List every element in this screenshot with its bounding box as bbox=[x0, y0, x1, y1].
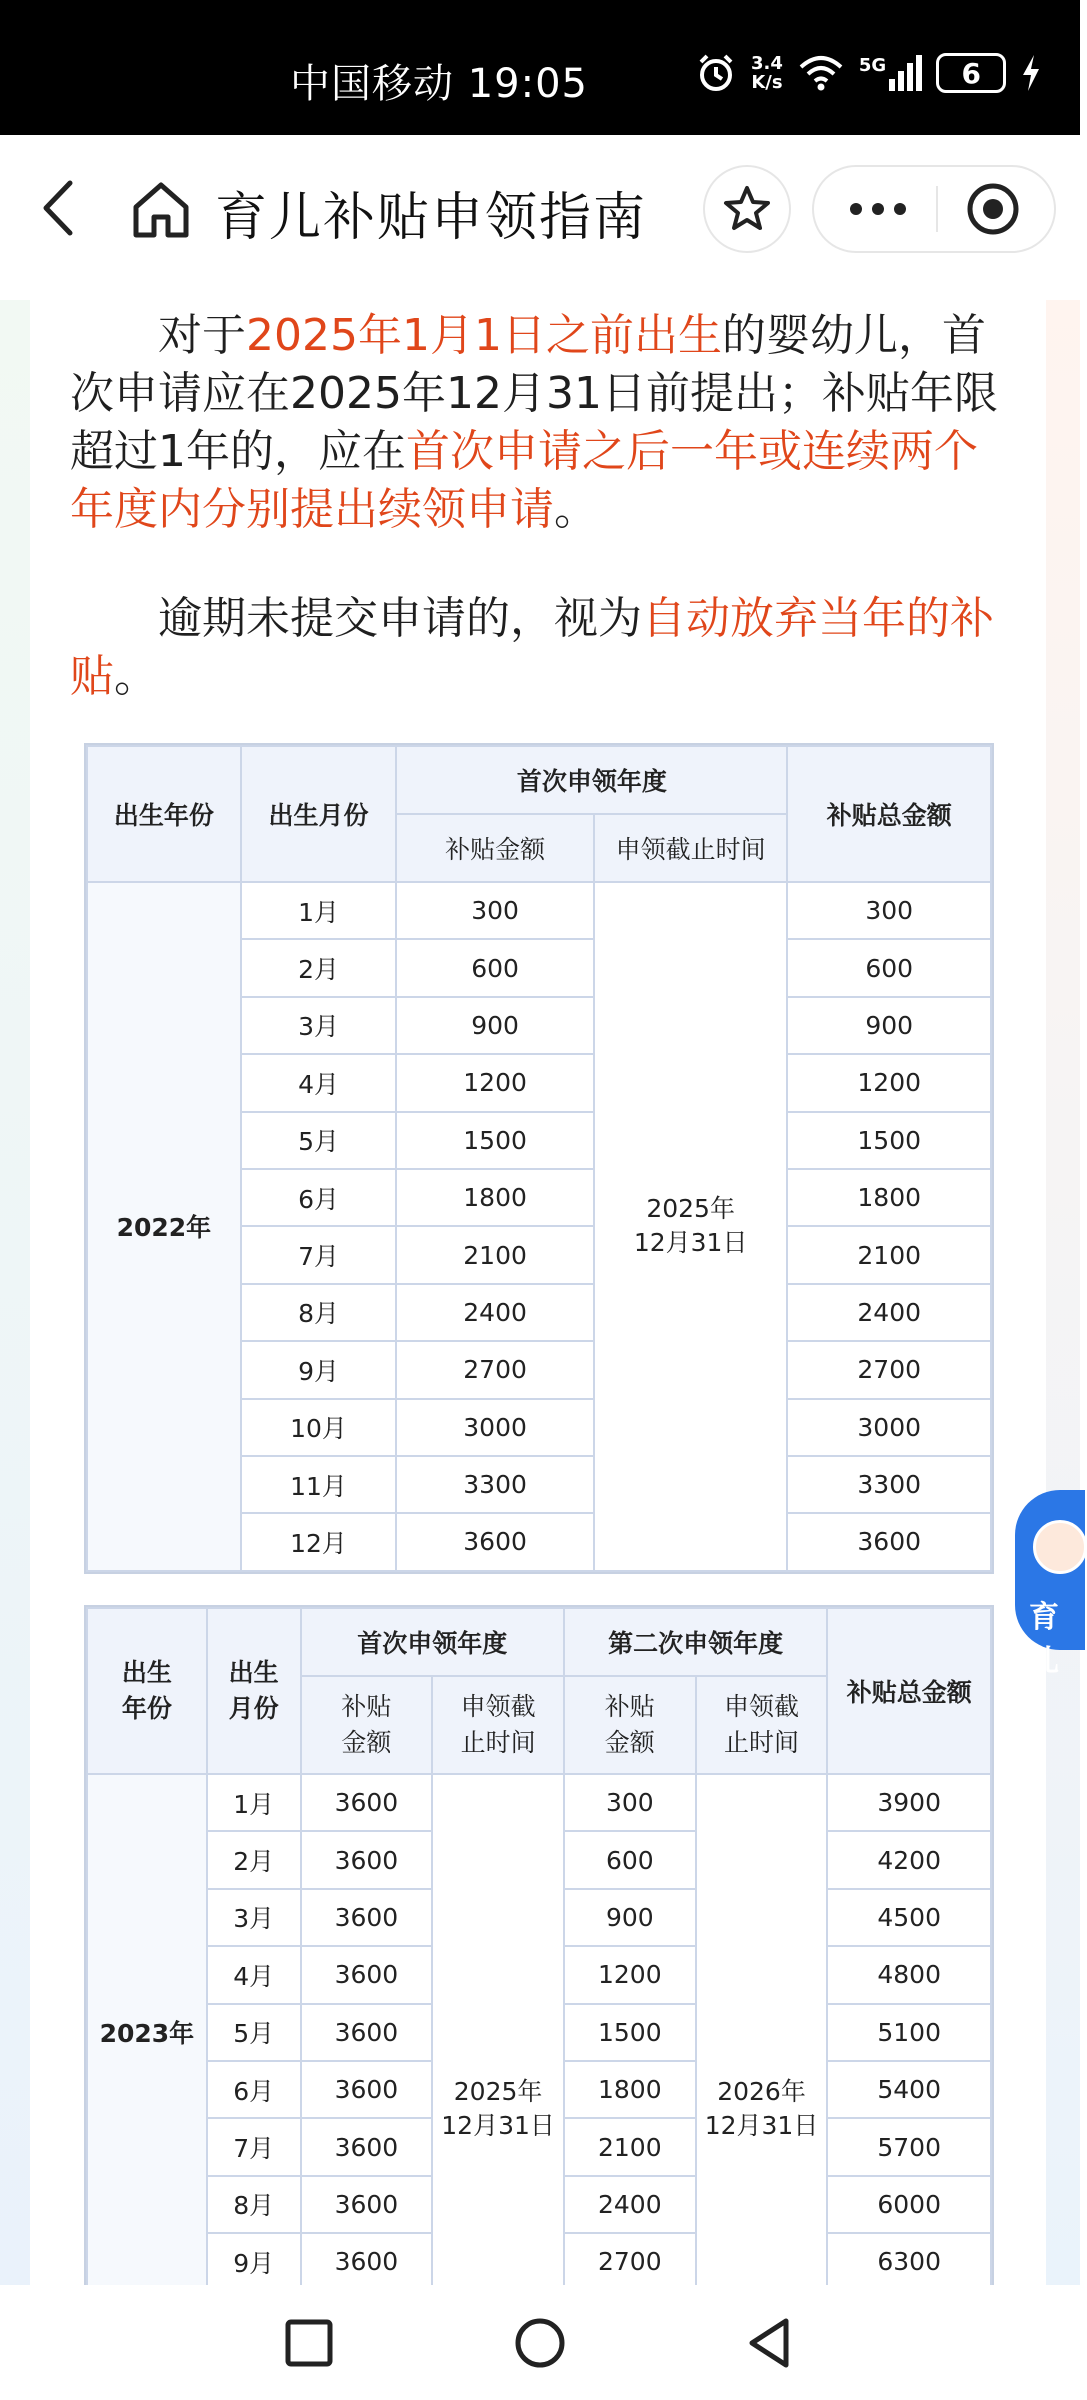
header-total: 补贴总金额 bbox=[787, 746, 991, 882]
system-nav-bar bbox=[0, 2285, 1080, 2400]
favorite-button[interactable] bbox=[703, 165, 791, 253]
header-first-year: 首次申领年度 bbox=[396, 746, 787, 814]
cell-total: 1500 bbox=[787, 1112, 991, 1169]
cell-second-amount: 2100 bbox=[564, 2118, 696, 2175]
cell-amount: 1500 bbox=[396, 1112, 594, 1169]
cell-total: 5100 bbox=[827, 2004, 991, 2061]
mini-app-header bbox=[0, 135, 1080, 285]
status-bar bbox=[0, 0, 1080, 135]
cell-total: 2400 bbox=[787, 1284, 991, 1341]
header-amount: 补贴金额 bbox=[396, 814, 594, 882]
para1-seg: 的婴幼儿，首次申请应在2025年12月31日前提出；补贴年限超过1年的，应在 bbox=[70, 310, 998, 477]
cell-amount: 3600 bbox=[396, 1513, 594, 1570]
wifi-icon bbox=[797, 53, 845, 93]
cell-total: 6000 bbox=[827, 2176, 991, 2233]
header-birth-month bbox=[207, 1608, 301, 1774]
cell-amount: 1200 bbox=[396, 1054, 594, 1111]
header-deadline-l2: 止时间 bbox=[460, 1728, 536, 1757]
cell-total: 1800 bbox=[787, 1169, 991, 1226]
header-birth-month: 出生月份 bbox=[241, 746, 397, 882]
cell-total: 1200 bbox=[787, 1054, 991, 1111]
more-dots-icon[interactable] bbox=[848, 202, 908, 216]
header-birth-year: 出生年份 bbox=[87, 746, 241, 882]
cell-first-amount: 3600 bbox=[301, 1889, 433, 1946]
cell-first-amount: 3600 bbox=[301, 1831, 433, 1888]
battery-level: 6 bbox=[961, 56, 981, 90]
cell-month: 7月 bbox=[241, 1226, 397, 1283]
header-birth-month-l2: 月份 bbox=[228, 1694, 279, 1723]
header-amount-l1: 补贴 bbox=[604, 1692, 655, 1721]
carrier-time: 中国移动 19:05 bbox=[290, 61, 588, 107]
cell-first-amount: 3600 bbox=[301, 2176, 433, 2233]
header-birth-year-l2: 年份 bbox=[121, 1694, 172, 1723]
cell-amount: 1800 bbox=[396, 1169, 594, 1226]
header-amount-l2: 金额 bbox=[604, 1728, 655, 1757]
cell-first-amount: 3600 bbox=[301, 2061, 433, 2118]
cell-total: 6300 bbox=[827, 2233, 991, 2290]
square-icon[interactable] bbox=[279, 2313, 339, 2373]
cell-total: 3600 bbox=[787, 1513, 991, 1570]
table-row bbox=[87, 882, 991, 939]
deadline-line2: 12月31日 bbox=[704, 2111, 819, 2140]
table1-body bbox=[87, 882, 991, 1571]
header-amount-l2: 金额 bbox=[341, 1728, 392, 1757]
cell-second-deadline bbox=[696, 1774, 828, 2291]
cell-month: 3月 bbox=[207, 1889, 301, 1946]
battery-indicator bbox=[936, 53, 1006, 93]
cell-deadline bbox=[594, 882, 788, 1571]
header-deadline-l1: 申领截 bbox=[724, 1692, 800, 1721]
cell-second-amount: 1500 bbox=[564, 2004, 696, 2061]
cell-total: 300 bbox=[787, 882, 991, 939]
mascot-face-icon bbox=[1033, 1520, 1087, 1574]
cell-amount: 300 bbox=[396, 882, 594, 939]
header-deadline: 申领截止时间 bbox=[594, 814, 788, 882]
header-first-year: 首次申领年度 bbox=[301, 1608, 564, 1676]
header-deadline-l2: 止时间 bbox=[724, 1728, 800, 1757]
cell-month: 5月 bbox=[207, 2004, 301, 2061]
cell-total: 2100 bbox=[787, 1226, 991, 1283]
signal-icon bbox=[859, 55, 922, 91]
cell-total: 4800 bbox=[827, 1946, 991, 2003]
header-total: 补贴总金额 bbox=[827, 1608, 991, 1774]
cell-month: 9月 bbox=[241, 1341, 397, 1398]
table2-body bbox=[87, 1774, 991, 2291]
cell-total: 5400 bbox=[827, 2061, 991, 2118]
cell-total: 3900 bbox=[827, 1774, 991, 1831]
cell-month: 8月 bbox=[207, 2176, 301, 2233]
deadline-line1: 2025年 bbox=[646, 1194, 735, 1224]
net-speed bbox=[751, 54, 783, 92]
network-type: 5G bbox=[858, 55, 887, 76]
cell-second-amount: 1200 bbox=[564, 1946, 696, 2003]
cell-first-amount: 3600 bbox=[301, 2233, 433, 2290]
para2-seg: 。 bbox=[114, 651, 158, 702]
header-second-year: 第二次申领年度 bbox=[564, 1608, 827, 1676]
para1-seg-highlight: 2025年1月1日之前出生 bbox=[246, 310, 722, 361]
header-first-deadline bbox=[432, 1676, 564, 1774]
para1-seg-highlight: 首次申请之后一年或连续两个年度内分别提出续领申请 bbox=[70, 426, 978, 535]
header-birth-year bbox=[87, 1608, 207, 1774]
status-icons bbox=[695, 48, 1042, 98]
cell-month: 2月 bbox=[241, 939, 397, 996]
subsidy-table-2022 bbox=[86, 745, 992, 1572]
cell-month: 8月 bbox=[241, 1284, 397, 1341]
cell-first-amount: 3600 bbox=[301, 1774, 433, 1831]
cell-amount: 3000 bbox=[396, 1399, 594, 1456]
cell-amount: 600 bbox=[396, 939, 594, 996]
header-amount-l1: 补贴 bbox=[341, 1692, 392, 1721]
cell-first-deadline bbox=[432, 1774, 564, 2291]
cell-month: 4月 bbox=[207, 1946, 301, 2003]
cell-total: 3000 bbox=[787, 1399, 991, 1456]
cell-second-amount: 900 bbox=[564, 1889, 696, 1946]
cell-total: 5700 bbox=[827, 2118, 991, 2175]
header-second-amount bbox=[564, 1676, 696, 1774]
page-title: 育儿补贴申领指南 bbox=[215, 188, 648, 248]
cell-amount: 2400 bbox=[396, 1284, 594, 1341]
triangle-icon[interactable] bbox=[740, 2313, 800, 2373]
para2-seg: 逾期未提交申请的，视为 bbox=[158, 593, 642, 644]
deadline-line1: 2025年 bbox=[453, 2077, 543, 2106]
capsule-divider bbox=[936, 186, 938, 232]
mascot-label: 育儿 bbox=[1029, 1600, 1059, 1679]
subsidy-table-2023 bbox=[86, 1607, 992, 2292]
paragraph-overdue bbox=[70, 590, 1020, 706]
cell-first-amount: 3600 bbox=[301, 2118, 433, 2175]
deadline-line1: 2026年 bbox=[717, 2077, 806, 2106]
cell-amount: 2100 bbox=[396, 1226, 594, 1283]
cell-total: 3300 bbox=[787, 1456, 991, 1513]
capsule-menu bbox=[812, 165, 1056, 253]
para2-seg-highlight: 自动放弃当年的补贴 bbox=[70, 593, 994, 702]
home-icon[interactable] bbox=[128, 177, 194, 243]
net-speed-value: 3.4 bbox=[751, 53, 783, 74]
cell-month: 6月 bbox=[207, 2061, 301, 2118]
cell-month: 3月 bbox=[241, 997, 397, 1054]
deadline-line2: 12月31日 bbox=[441, 2111, 555, 2140]
cell-first-amount: 3600 bbox=[301, 1946, 433, 2003]
table-row bbox=[87, 1774, 991, 1831]
paragraph-first-application bbox=[70, 307, 1020, 539]
cell-month: 1月 bbox=[207, 1774, 301, 1831]
back-arrow-icon[interactable] bbox=[30, 173, 90, 243]
header-birth-year-l1: 出生 bbox=[121, 1658, 172, 1687]
cell-amount: 900 bbox=[396, 997, 594, 1054]
cell-month: 5月 bbox=[241, 1112, 397, 1169]
header-deadline-l1: 申领截 bbox=[460, 1692, 536, 1721]
floating-mascot-button[interactable] bbox=[1015, 1490, 1085, 1679]
cell-month: 12月 bbox=[241, 1513, 397, 1570]
cell-second-amount: 1800 bbox=[564, 2061, 696, 2118]
star-icon bbox=[721, 183, 773, 235]
cell-month: 2月 bbox=[207, 1831, 301, 1888]
cell-second-amount: 2400 bbox=[564, 2176, 696, 2233]
header-first-amount bbox=[301, 1676, 433, 1774]
header-birth-month-l1: 出生 bbox=[228, 1658, 279, 1687]
content-edge-right bbox=[1046, 300, 1080, 2290]
cell-amount: 2700 bbox=[396, 1341, 594, 1398]
deadline-line2: 12月31日 bbox=[633, 1228, 748, 1258]
para1-seg: 对于 bbox=[158, 310, 246, 361]
cell-amount: 3300 bbox=[396, 1456, 594, 1513]
content-edge-left bbox=[0, 300, 30, 2290]
cell-total: 4500 bbox=[827, 1889, 991, 1946]
cell-second-amount: 600 bbox=[564, 1831, 696, 1888]
close-miniapp-icon[interactable] bbox=[966, 182, 1020, 236]
cell-month: 1月 bbox=[241, 882, 397, 939]
cell-total: 600 bbox=[787, 939, 991, 996]
cell-month: 11月 bbox=[241, 1456, 397, 1513]
charging-icon bbox=[1020, 53, 1042, 93]
cell-month: 6月 bbox=[241, 1169, 397, 1226]
cell-month: 4月 bbox=[241, 1054, 397, 1111]
cell-month: 7月 bbox=[207, 2118, 301, 2175]
cell-year: 2022年 bbox=[87, 882, 241, 1571]
cell-second-amount: 2700 bbox=[564, 2233, 696, 2290]
cell-month: 10月 bbox=[241, 1399, 397, 1456]
circle-icon[interactable] bbox=[510, 2313, 570, 2373]
cell-total: 2700 bbox=[787, 1341, 991, 1398]
para1-seg: 。 bbox=[554, 484, 598, 535]
cell-year: 2023年 bbox=[87, 1774, 207, 2291]
cell-month: 9月 bbox=[207, 2233, 301, 2290]
net-speed-unit: K/s bbox=[751, 72, 783, 93]
cell-total: 900 bbox=[787, 997, 991, 1054]
header-second-deadline bbox=[696, 1676, 828, 1774]
alarm-icon bbox=[695, 52, 737, 94]
cell-total: 4200 bbox=[827, 1831, 991, 1888]
cell-second-amount: 300 bbox=[564, 1774, 696, 1831]
cell-first-amount: 3600 bbox=[301, 2004, 433, 2061]
